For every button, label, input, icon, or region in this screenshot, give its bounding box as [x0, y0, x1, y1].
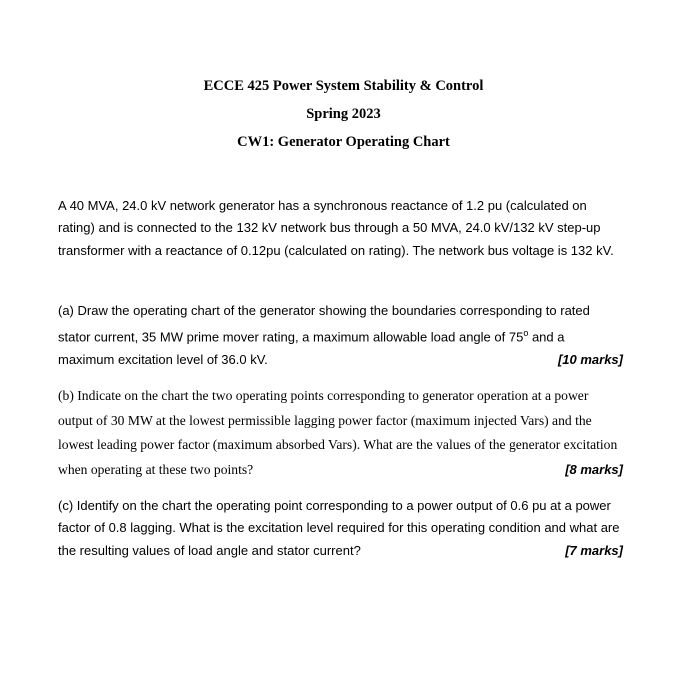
- degree-superscript: o: [523, 328, 529, 339]
- question-a-text-start: (a) Draw the operating chart of the generator showing the boundaries corresponding to rated stator current, 35 MW prime mover rating, a maximum allowable load angle of 75: [58, 303, 590, 345]
- problem-statement: [58, 195, 623, 262]
- question-c-marks: [7 marks]: [565, 542, 623, 558]
- question-b: [58, 384, 623, 482]
- course-title: ECCE 425 Power System Stability & Control: [203, 78, 484, 94]
- question-a-marks: [10 marks]: [557, 352, 623, 368]
- question-a-text-end: and a maximum excitation level of 36.0 kV.: [58, 329, 565, 368]
- assignment-title: CW1: Generator Operating Chart: [237, 134, 450, 150]
- problem-statement-text: A 40 MVA, 24.0 kV network generator has a synchronous reactance of 1.2 pu (calculated on rating) and is connected to the 132 kV network bus through a 50 MVA, 24.0 kV/132 kV step-up transformer with a reactance of 0.12pu (calculated on rating). The network bus voltage is 132 kV.: [58, 198, 614, 258]
- question-b-text: (b) Indicate on the chart the two operating points corresponding to generator operation at a power output of 30 MW at the lowest permissible lagging power factor (maximum injected Vars) and the lowest leading power factor (maximum absorbed Vars). What are the values of the generator excitation when operating at these two points?: [58, 388, 618, 477]
- term-label: Spring 2023: [306, 106, 381, 122]
- question-a: [58, 300, 623, 372]
- question-c: [58, 495, 623, 562]
- question-c-text: (c) Identify on the chart the operating point corresponding to a power output of 0.6 pu at a power factor of 0.8 lagging. What is the excitation level required for this operating condition and what are the resulting values of load angle and stator current?: [58, 498, 620, 558]
- question-b-marks: [8 marks]: [565, 461, 623, 477]
